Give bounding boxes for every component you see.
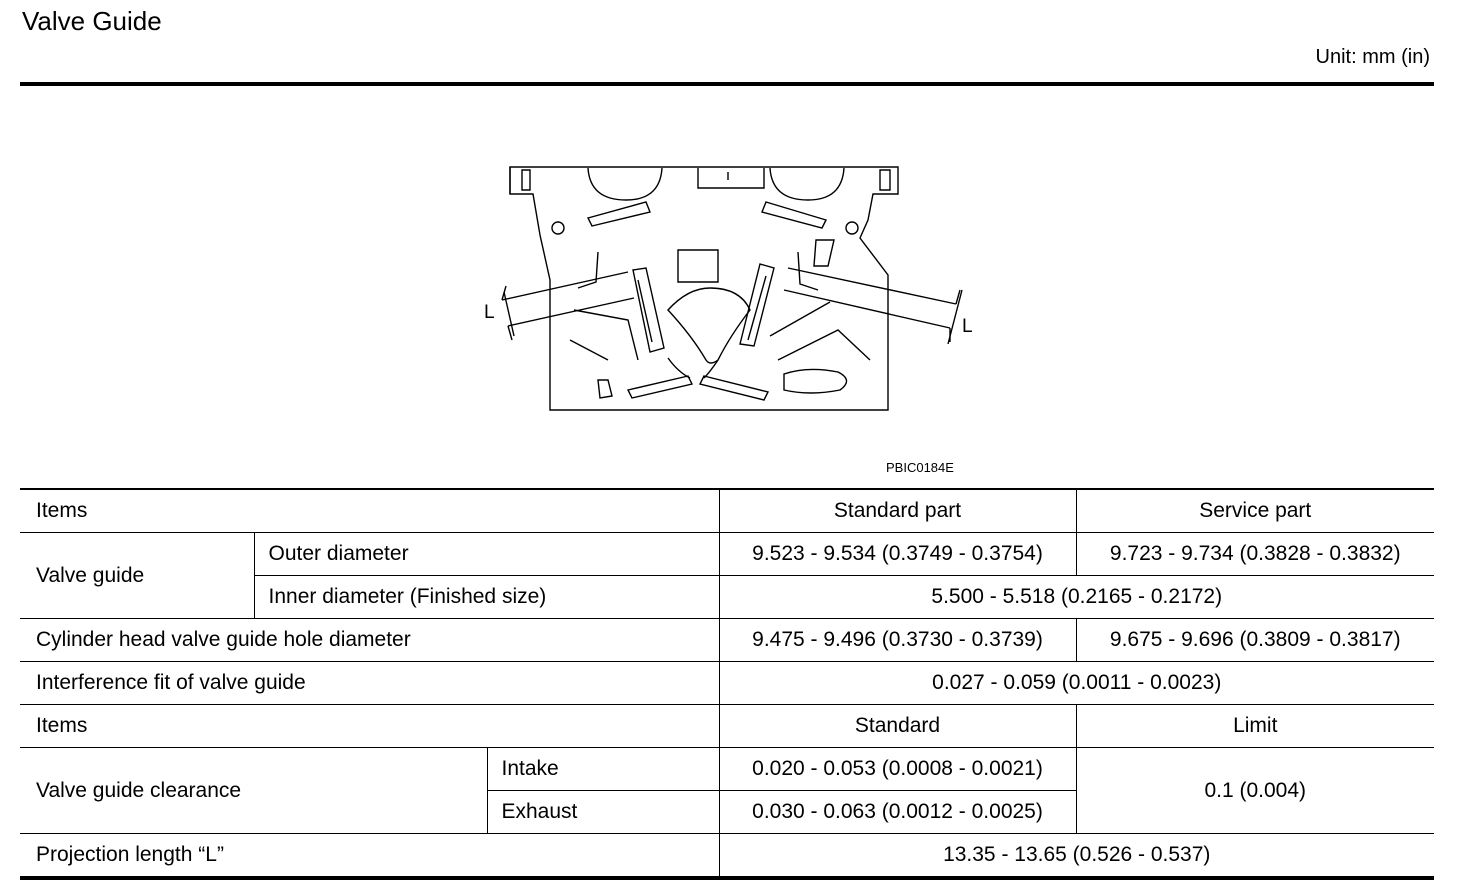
exhaust-standard: 0.030 - 0.063 (0.0012 - 0.0025) [719, 791, 1076, 834]
valve-guide-label: Valve guide [20, 533, 254, 619]
valve-guide-diagram [478, 160, 978, 422]
header-items-2: Items [20, 705, 719, 748]
center-port [678, 250, 718, 282]
outer-diameter-standard: 9.523 - 9.534 (0.3749 - 0.3754) [719, 533, 1076, 576]
interference-fit-label: Interference fit of valve guide [20, 662, 719, 705]
intake-standard: 0.020 - 0.053 (0.0008 - 0.0021) [719, 748, 1076, 791]
outer-diameter-label: Outer diameter [254, 533, 719, 576]
projection-length-label: Projection length “L” [20, 834, 719, 879]
title-rule [20, 82, 1434, 86]
table-row [20, 662, 1434, 705]
intake-bore [588, 168, 662, 200]
dimension-label-right: L [962, 316, 973, 337]
header-limit: Limit [1076, 705, 1434, 748]
projection-length-value: 13.35 - 13.65 (0.526 - 0.537) [719, 834, 1434, 879]
right-dimension-line [784, 268, 956, 328]
table-header-row [20, 705, 1434, 748]
inner-diameter-label: Inner diameter (Finished size) [254, 576, 719, 619]
table-row [20, 748, 1434, 791]
outer-diameter-service: 9.723 - 9.734 (0.3828 - 0.3832) [1076, 533, 1434, 576]
clearance-label: Valve guide clearance [20, 748, 487, 834]
hole-diameter-standard: 9.475 - 9.496 (0.3730 - 0.3739) [719, 619, 1076, 662]
exhaust-bore [770, 168, 844, 200]
figure-code: PBIC0184E [886, 460, 954, 475]
valve-guide-spec-table [20, 488, 1434, 880]
hole-diameter-label: Cylinder head valve guide hole diameter [20, 619, 719, 662]
hole-diameter-service: 9.675 - 9.696 (0.3809 - 0.3817) [1076, 619, 1434, 662]
dimension-label-left: L [484, 302, 495, 323]
header-standard-part: Standard part [719, 489, 1076, 533]
header-service-part: Service part [1076, 489, 1434, 533]
interference-fit-value: 0.027 - 0.059 (0.0011 - 0.0023) [719, 662, 1434, 705]
table-row [20, 834, 1434, 879]
top-flange [510, 167, 890, 194]
clearance-limit: 0.1 (0.004) [1076, 748, 1434, 834]
page-title: Valve Guide [22, 6, 162, 36]
table-row [20, 619, 1434, 662]
table-row [20, 533, 1434, 576]
intake-label: Intake [487, 748, 719, 791]
table-header-row [20, 489, 1434, 533]
exhaust-label: Exhaust [487, 791, 719, 834]
right-valve-guide [740, 264, 774, 346]
header-standard: Standard [719, 705, 1076, 748]
header-items: Items [20, 489, 719, 533]
inner-diameter-value: 5.500 - 5.518 (0.2165 - 0.2172) [719, 576, 1434, 619]
unit-label: Unit: mm (in) [1315, 46, 1430, 68]
